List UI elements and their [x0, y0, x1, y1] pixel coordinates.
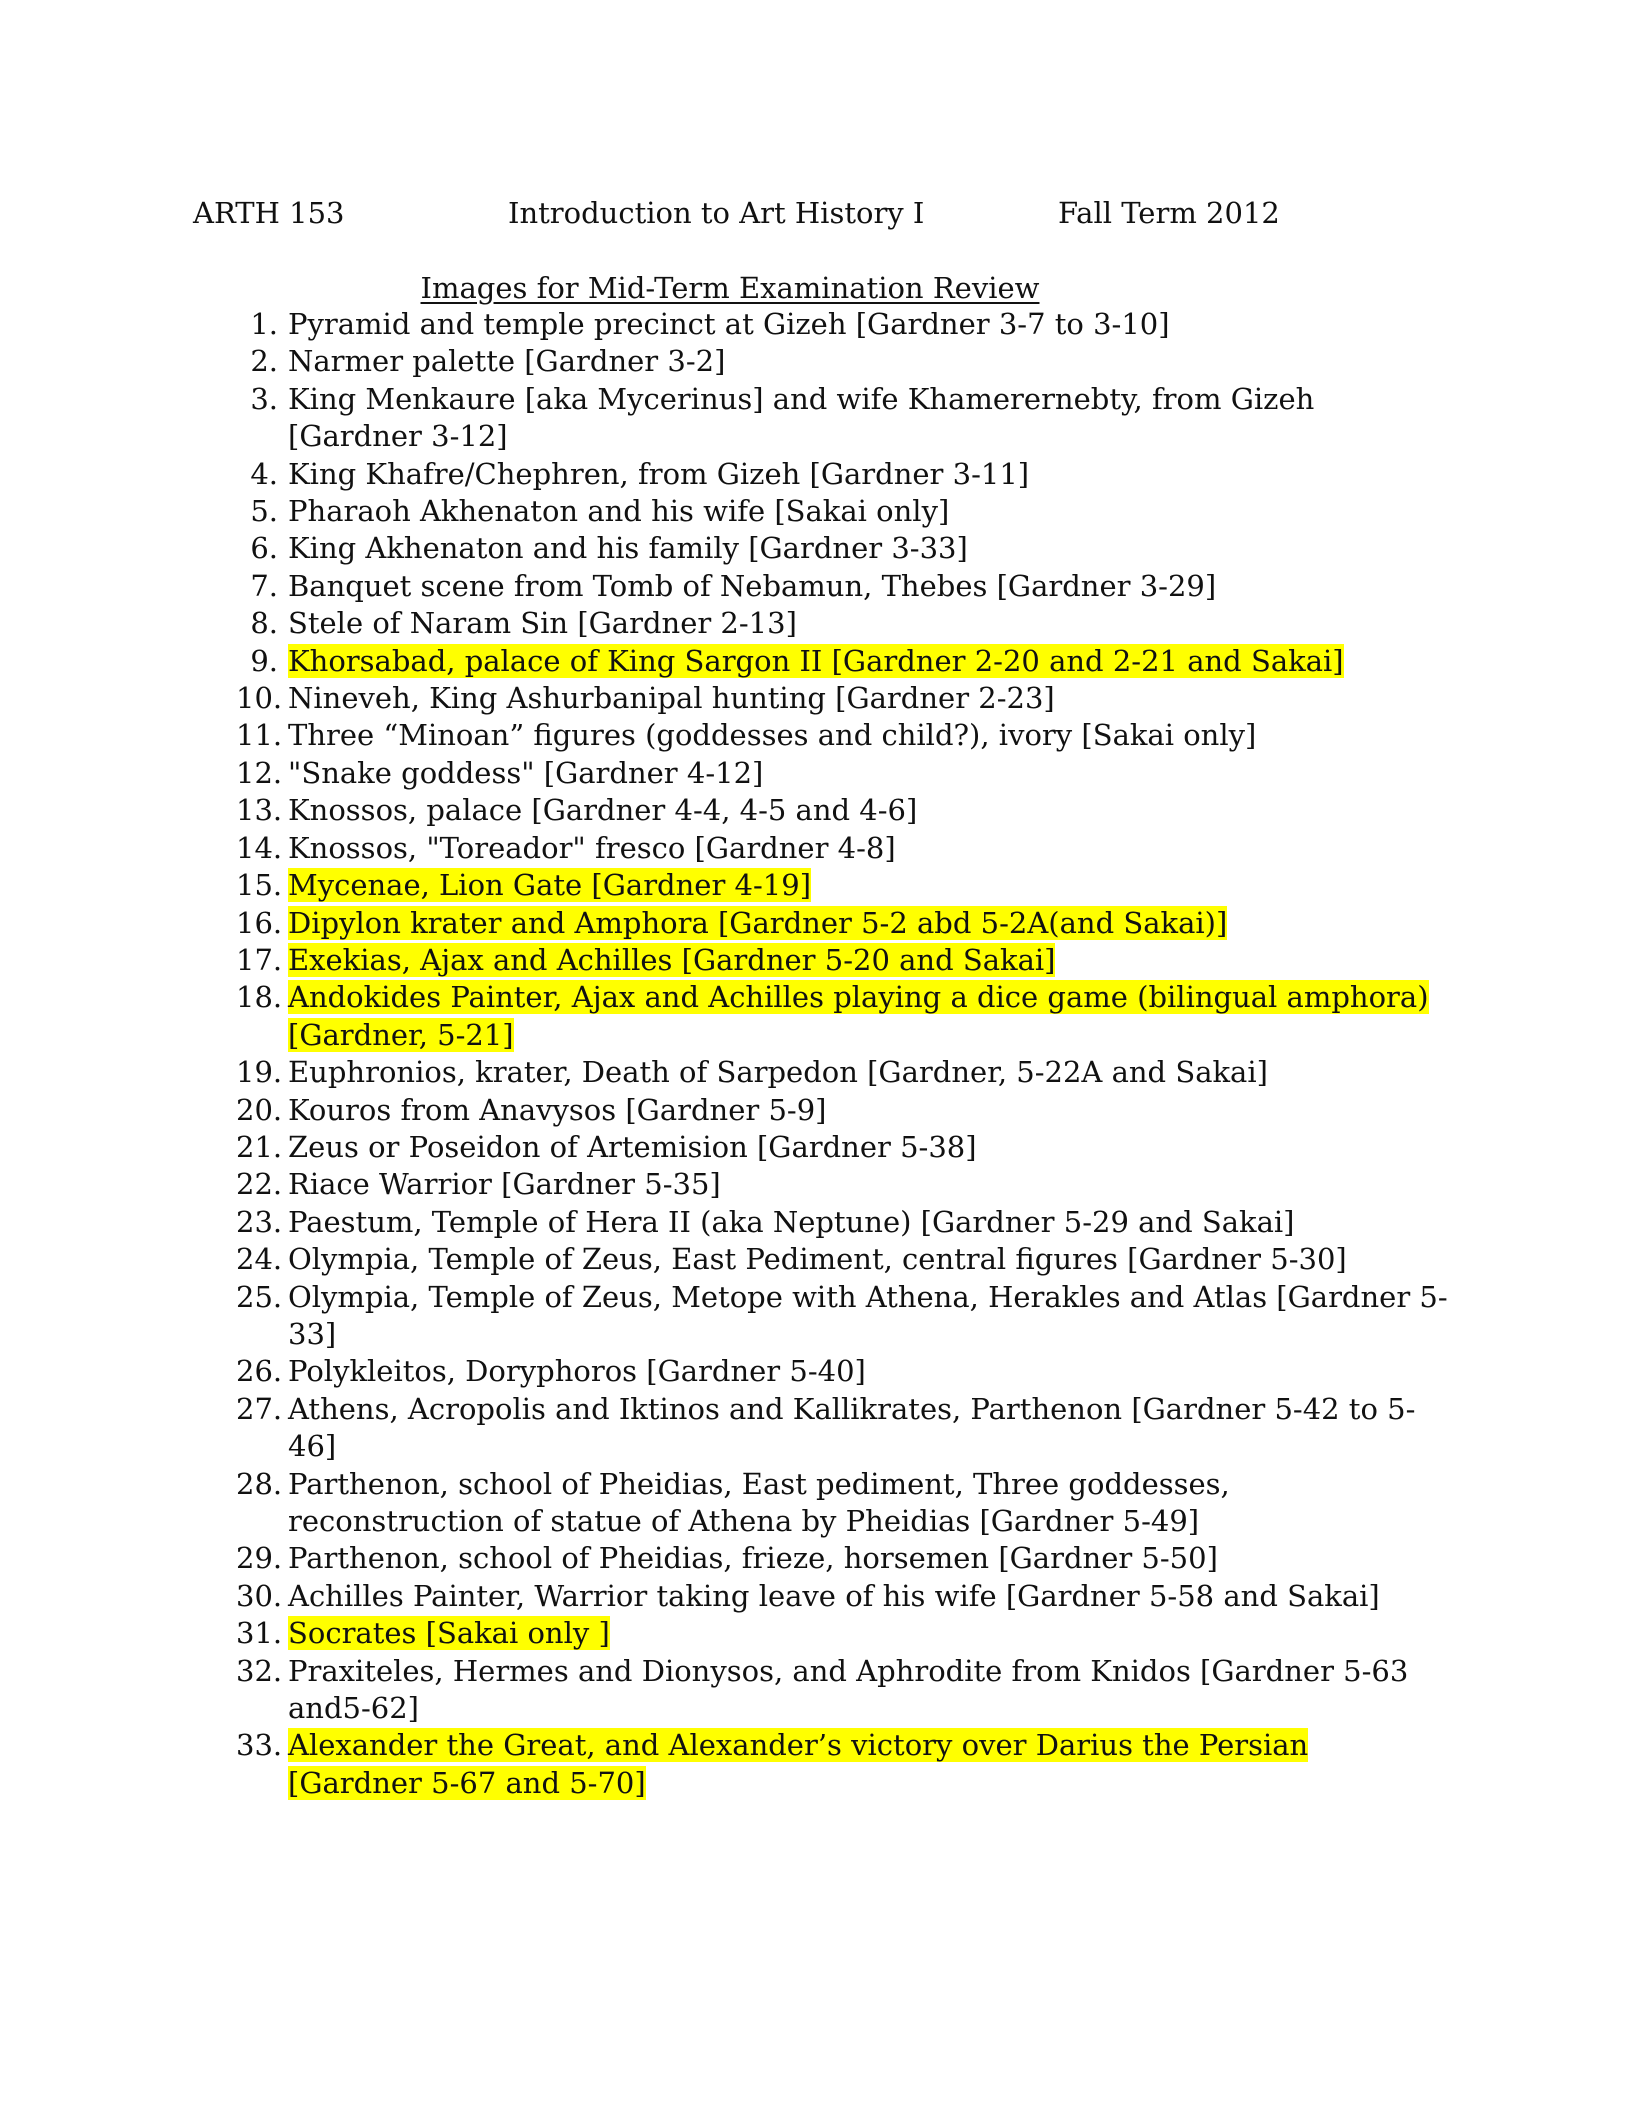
list-item-text: Olympia, Temple of Zeus, Metope with Athena, Herakles and Atlas [Gardner 5-33] [288, 1279, 1448, 1351]
list-item [0, 1578, 1448, 1615]
list-item-text: Narmer palette [Gardner 3-2] [288, 344, 726, 379]
list-item-number: 17. [236, 942, 283, 977]
list-item [0, 1129, 1448, 1166]
list-item-number: 32. [236, 1653, 283, 1688]
list-item-number: 16. [236, 905, 283, 940]
list-item-number: 31. [236, 1616, 283, 1651]
list-item-number: 13. [236, 793, 283, 828]
list-item [0, 306, 1448, 343]
list-item-number: 26. [236, 1354, 283, 1389]
list-item-number: 24. [236, 1242, 283, 1277]
list-item-number: 3. [250, 381, 278, 416]
list-item [0, 979, 1448, 1054]
list-item-text: Knossos, palace [Gardner 4-4, 4-5 and 4-6] [288, 793, 918, 828]
list-item-number: 9. [250, 643, 278, 678]
list-item [0, 1092, 1448, 1129]
list-item-number: 33. [236, 1728, 283, 1763]
list-item-text: Parthenon, school of Pheidias, frieze, horsemen [Gardner 5-50] [288, 1541, 1218, 1576]
list-item-text-highlighted: Dipylon krater and Amphora [Gardner 5-2 abd 5-2A(and Sakai)] [288, 905, 1228, 940]
list-item-text: Zeus or Poseidon of Artemision [Gardner 5-38] [288, 1129, 977, 1164]
list-item [0, 755, 1448, 792]
course-title: Introduction to Art History I [508, 196, 925, 230]
list-item-number: 18. [236, 980, 283, 1015]
list-item-number: 1. [250, 307, 278, 341]
list-item-number: 28. [236, 1466, 283, 1501]
term-label: Fall Term 2012 [1058, 196, 1280, 230]
list-item-text: Paestum, Temple of Hera II (aka Neptune) [Gardner 5-29 and Sakai] [288, 1204, 1295, 1239]
list-item-number: 4. [250, 456, 278, 491]
list-item-number: 25. [236, 1279, 283, 1314]
list-item [0, 381, 1448, 456]
list-item-text: Pharaoh Akhenaton and his wife [Sakai only] [288, 494, 950, 529]
list-item-text: Knossos, "Toreador" fresco [Gardner 4-8] [288, 830, 896, 865]
list-item [0, 530, 1448, 567]
list-item-number: 6. [250, 531, 278, 566]
list-item [0, 568, 1448, 605]
list-item-number: 7. [250, 568, 278, 603]
list-item [0, 493, 1448, 530]
course-code: ARTH 153 [193, 196, 345, 230]
list-item-text: Banquet scene from Tomb of Nebamun, Thebes [Gardner 3-29] [288, 568, 1217, 603]
list-item [0, 1204, 1448, 1241]
list-item [0, 1540, 1448, 1577]
list-item [0, 680, 1448, 717]
list-item [0, 905, 1448, 942]
list-item-text: Euphronios, krater, Death of Sarpedon [Gardner, 5-22A and Sakai] [288, 1055, 1268, 1090]
list-item [0, 1466, 1448, 1541]
list-item [0, 1615, 1448, 1652]
list-item-text: Achilles Painter, Warrior taking leave of his wife [Gardner 5-58 and Sakai] [288, 1578, 1380, 1613]
list-item-text: King Menkaure [aka Mycerinus] and wife Khamerernebty, from Gizeh [Gardner 3-12] [288, 381, 1315, 454]
list-item-text: Olympia, Temple of Zeus, East Pediment, central figures [Gardner 5-30] [288, 1242, 1347, 1277]
list-item-number: 29. [236, 1541, 283, 1576]
list-item [0, 1279, 1448, 1354]
list-item-number: 15. [236, 868, 283, 903]
list-item-text: "Snake goddess" [Gardner 4-12] [288, 755, 764, 790]
list-item [0, 717, 1448, 754]
list-item-text: Praxiteles, Hermes and Dionysos, and Aphrodite from Knidos [Gardner 5-63 and5-62] [288, 1653, 1409, 1726]
list-item [0, 792, 1448, 829]
list-item-number: 2. [250, 344, 278, 379]
list-item [0, 1054, 1448, 1091]
list-item-text-highlighted: Exekias, Ajax and Achilles [Gardner 5-20 and Sakai] [288, 942, 1056, 977]
list-item-number: 22. [236, 1167, 283, 1202]
list-item-text-highlighted: Khorsabad, palace of King Sargon II [Gardner 2-20 and 2-21 and Sakai] [288, 643, 1344, 678]
list-item-text: Kouros from Anavysos [Gardner 5-9] [288, 1092, 827, 1127]
list-item-text: Three “Minoan” figures (goddesses and child?), ivory [Sakai only] [288, 718, 1257, 753]
list-item-text: King Akhenaton and his family [Gardner 3-33] [288, 531, 968, 566]
list-item [0, 605, 1448, 642]
list-item-number: 8. [250, 606, 278, 641]
list-item [0, 942, 1448, 979]
page-title: Images for Mid-Term Examination Review [420, 271, 1040, 305]
list-item-text-highlighted: Alexander the Great, and Alexander’s victory over Darius the Persian [Gardner 5-67 and 5-70] [288, 1728, 1309, 1800]
list-item-number: 21. [236, 1129, 283, 1164]
list-item-text: Nineveh, King Ashurbanipal hunting [Gardner 2-23] [288, 681, 1055, 716]
list-item-text: Polykleitos, Doryphoros [Gardner 5-40] [288, 1354, 866, 1389]
list-item-text-highlighted: Mycenae, Lion Gate [Gardner 4-19] [288, 868, 812, 903]
list-item-text: King Khafre/Chephren, from Gizeh [Gardner 3-11] [288, 456, 1030, 491]
list-item [0, 867, 1448, 904]
list-item-text: Stele of Naram Sin [Gardner 2-13] [288, 606, 797, 641]
list-item [0, 456, 1448, 493]
list-item-number: 27. [236, 1391, 283, 1426]
list-item-number: 30. [236, 1578, 283, 1613]
list-item-text: Parthenon, school of Pheidias, East pediment, Three goddesses, reconstruction of statue of Athena by Pheidias [Gardner 5-49] [288, 1466, 1230, 1538]
list-item [0, 643, 1448, 680]
image-review-list [0, 306, 1640, 1802]
list-item-number: 11. [236, 718, 283, 753]
list-item [0, 343, 1448, 380]
list-item [0, 1353, 1448, 1390]
list-item-text: Riace Warrior [Gardner 5-35] [288, 1167, 721, 1202]
list-item-number: 20. [236, 1092, 283, 1127]
list-item-number: 10. [236, 681, 283, 716]
list-item-number: 14. [236, 830, 283, 865]
list-item [0, 1241, 1448, 1278]
list-item [0, 830, 1448, 867]
list-item [0, 1653, 1448, 1728]
list-item-text: Pyramid and temple precinct at Gizeh [Gardner 3-7 to 3-10] [288, 307, 1170, 341]
document-header [0, 193, 1640, 233]
list-item-number: 12. [236, 755, 283, 790]
list-item [0, 1166, 1448, 1203]
list-item-text: Athens, Acropolis and Iktinos and Kallikrates, Parthenon [Gardner 5-42 to 5-46] [288, 1391, 1416, 1464]
list-item-text-highlighted: Socrates [Sakai only ] [288, 1616, 610, 1651]
list-item-number: 5. [250, 494, 278, 529]
list-item [0, 1391, 1448, 1466]
list-item-number: 23. [236, 1204, 283, 1239]
list-item-text-highlighted: Andokides Painter, Ajax and Achilles playing a dice game (bilingual amphora) [Gardner, 5-21] [288, 980, 1429, 1052]
list-item [0, 1727, 1448, 1802]
list-item-number: 19. [236, 1055, 283, 1090]
